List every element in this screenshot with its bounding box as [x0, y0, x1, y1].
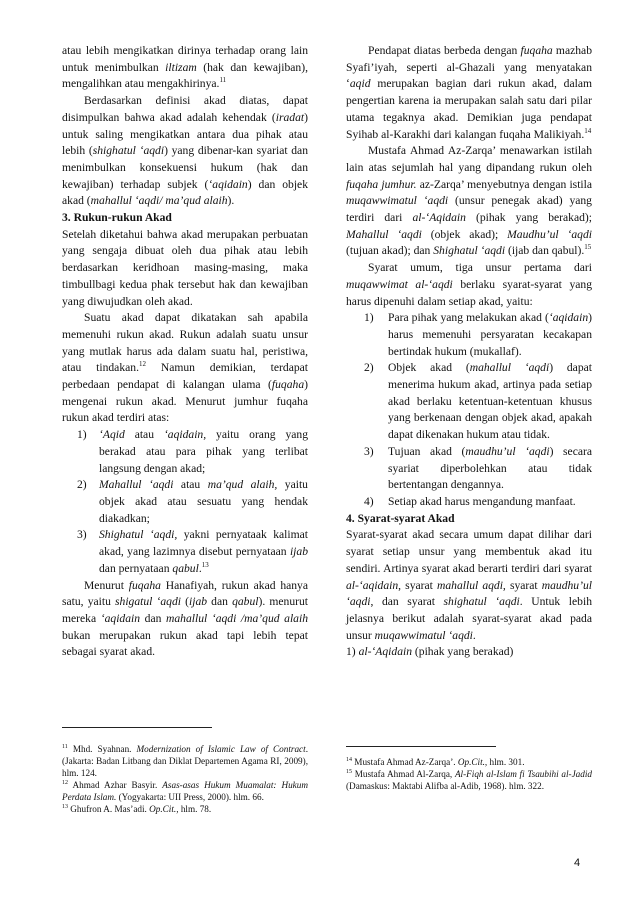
subheading-aqidain: 1) al-‘Aqidain (pihak yang berakad) — [346, 645, 514, 659]
footnote: $^{15}$ Mustafa Ahmad Al-Zarqa, Al-Fiqh al-Islam fi Tsaubihi al-Jadid (Damaskus: Maktabi Alifba al-Adib, 1968). hlm. 322. — [346, 768, 592, 791]
footnote-separator — [346, 746, 496, 747]
footnote: $^{12}$ Ahmad Azhar Basyir. Asas-asas Hukum Muamalat: Hukum Perdata Islam. (Yogyakarta: UII Press, 2000). hlm. 66. — [62, 779, 308, 802]
left-footnotes — [62, 744, 308, 815]
list-item: 2) Objek akad (mahallul ‘aqdi) dapat menerima hukum akad, artinya pada setiap akad berlaku ketentuan-ketentuan khusus yang berkenaan dengan objek akad, apakah dapat dikenakan hukum atau tidak. — [364, 361, 592, 442]
paragraph-pendapat: Pendapat diatas berbeda dengan fuqaha mazhab Syafi’iyah, seperti al-Ghazali yang menyatakan ‘aqid merupakan bagian dari rukun akad, dalam pengertian karena ia merupakan salah satu dari pilar utama tegaknya akad. Demikian juga pendapat Syihab al-Karakhi dari kalangan fuqaha Malikiyah.$^{14}$ — [346, 44, 592, 141]
list-item: 4) Setiap akad harus mengandung manfaat. — [364, 494, 576, 508]
footnote: $^{13}$ Ghufron A. Mas’adi. Op.Cit., hlm. 78. — [62, 803, 212, 814]
paragraph-berdasarkan: Berdasarkan definisi akad diatas, dapat disimpulkan bahwa akad adalah kehendak (iradat) untuk saling mengikatkan antara dua pihak atau lebih (shighatul ‘aqdi) yang dibenar-kan syariat dan menimbulkan konsekuensi hukum (hak dan kewajiban) terhadap subjek (‘aqidain) dan objek akad (mahallul ‘aqdi/ ma’qud alaih). — [62, 94, 308, 208]
right-column — [346, 43, 592, 661]
list-item: 1) ‘Aqid atau ‘aqidain, yaitu orang yang berakad atau para pihak yang terlibat langsung dengan akad; — [77, 428, 309, 475]
paragraph-syarat-syarat: Syarat-syarat akad secara umum dapat dilihar dari syarat setiap unsur yang membentuk akad itu sendiri. Artinya syarat akad berarti terdiri dari syarat al-‘aqidain, syarat mahallul aqdi, syarat maudhu’ul ‘aqdi, dan syarat shighatul ‘aqdi. Untuk lebih jelasnya berikut adalah syarat-syarat akad pada unsur muqawwimatul ‘aqdi. — [346, 528, 592, 642]
paragraph-menurut: Menurut fuqaha Hanafiyah, rukun akad hanya satu, yaitu shigatul ‘aqdi (ijab dan qabul). menurut mereka ‘aqidain dan mahallul ‘aqdi /ma’qud alaih bukan merupakan rukun akad tapi lebih tepat sebagai syarat akad. — [62, 578, 309, 659]
section-heading-rukun: 3. Rukun-rukun Akad — [62, 211, 172, 225]
footnote: $^{11}$ Mhd. Syahnan. Modernization of Islamic Law of Contract. (Jakarta: Badan Litbang dan Diklat Departemen Agama RI, 2009), hlm. 124. — [62, 743, 308, 778]
paragraph-setelah: Setelah diketahui bahwa akad merupakan perbuatan yang sengaja dibuat oleh dua pihak atau lebih berdasarkan keridhoan masing-masing, maka timbullbagi kedua phak tersebut hak dan kewajiban yang diwujudkan oleh akad. — [62, 227, 308, 308]
list-item: 1) Para pihak yang melakukan akad (‘aqidain) harus memenuhi persyaratan kecakapan bertindak hukum (mukallaf). — [364, 311, 592, 358]
paragraph-suatu-akad: Suatu akad dapat dikatakan sah apabila memenuhi rukun akad. Rukun adalah suatu unsur yang mutlak harus ada dalam suatu hal, peristiwa, atau tindakan.$^{12}$ Namun demikian, terdapat perbedaan pendapat di kalangan ulama (fuqaha) mengenai rukun akad. Menurut jumhur fuqaha rukun akad terdiri atas: — [62, 311, 309, 425]
paragraph-syarat-umum: Syarat umum, tiga unsur pertama dari muqawwimat al-‘aqdi berlaku syarat-syarat yang harus dipenuhi dalam setiap akad, yaitu: — [346, 261, 592, 308]
page-number: 4 — [574, 857, 581, 869]
syarat-list — [346, 310, 592, 510]
paragraph-continuation: atau lebih mengikatkan dirinya terhadap orang lain untuk menimbulkan iltizam (hak dan kewajiban), mengalihkan atau mengakhirinya.$^{11}$ — [62, 44, 308, 91]
list-item: 3) Shighatul ‘aqdi, yakni pernyataak kalimat akad, yang lazimnya disebut pernyataan ijab dan pernyataan qabul.$^{13}$ — [77, 528, 308, 575]
footnote-separator — [62, 727, 212, 728]
left-column — [62, 43, 308, 661]
right-footnotes — [346, 757, 592, 793]
rukun-list — [62, 427, 308, 577]
footnote: $^{14}$ Mustafa Ahmad Az-Zarqa’. Op.Cit., hlm. 301. — [346, 756, 525, 767]
list-item: 3) Tujuan akad (maudhu’ul ‘aqdi) secara syariat diperbolehkan atau tidak bertentangan dengannya. — [364, 444, 592, 492]
list-item: 2) Mahallul ‘aqdi atau ma’qud alaih, yaitu objek akad atau sesuatu yang hendak diakadkan; — [77, 478, 308, 525]
section-heading-syarat: 4. Syarat-syarat Akad — [346, 511, 455, 525]
paragraph-mustafa: Mustafa Ahmad Az-Zarqa’ menawarkan istilah lain atas sejumlah hal yang dipandang rukun oleh fuqaha jumhur. az-Zarqa’ menyebutnya dengan istila muqawwimatul ‘aqdi (unsur penegak akad) yang terdiri dari al-‘Aqidain (pihak yang berakad); Mahallul ‘aqdi (objek akad); Maudhu’ul ‘aqdi (tujuan akad); dan Shighatul ‘aqdi (ijab dan qabul).$^{15}$ — [346, 144, 593, 258]
